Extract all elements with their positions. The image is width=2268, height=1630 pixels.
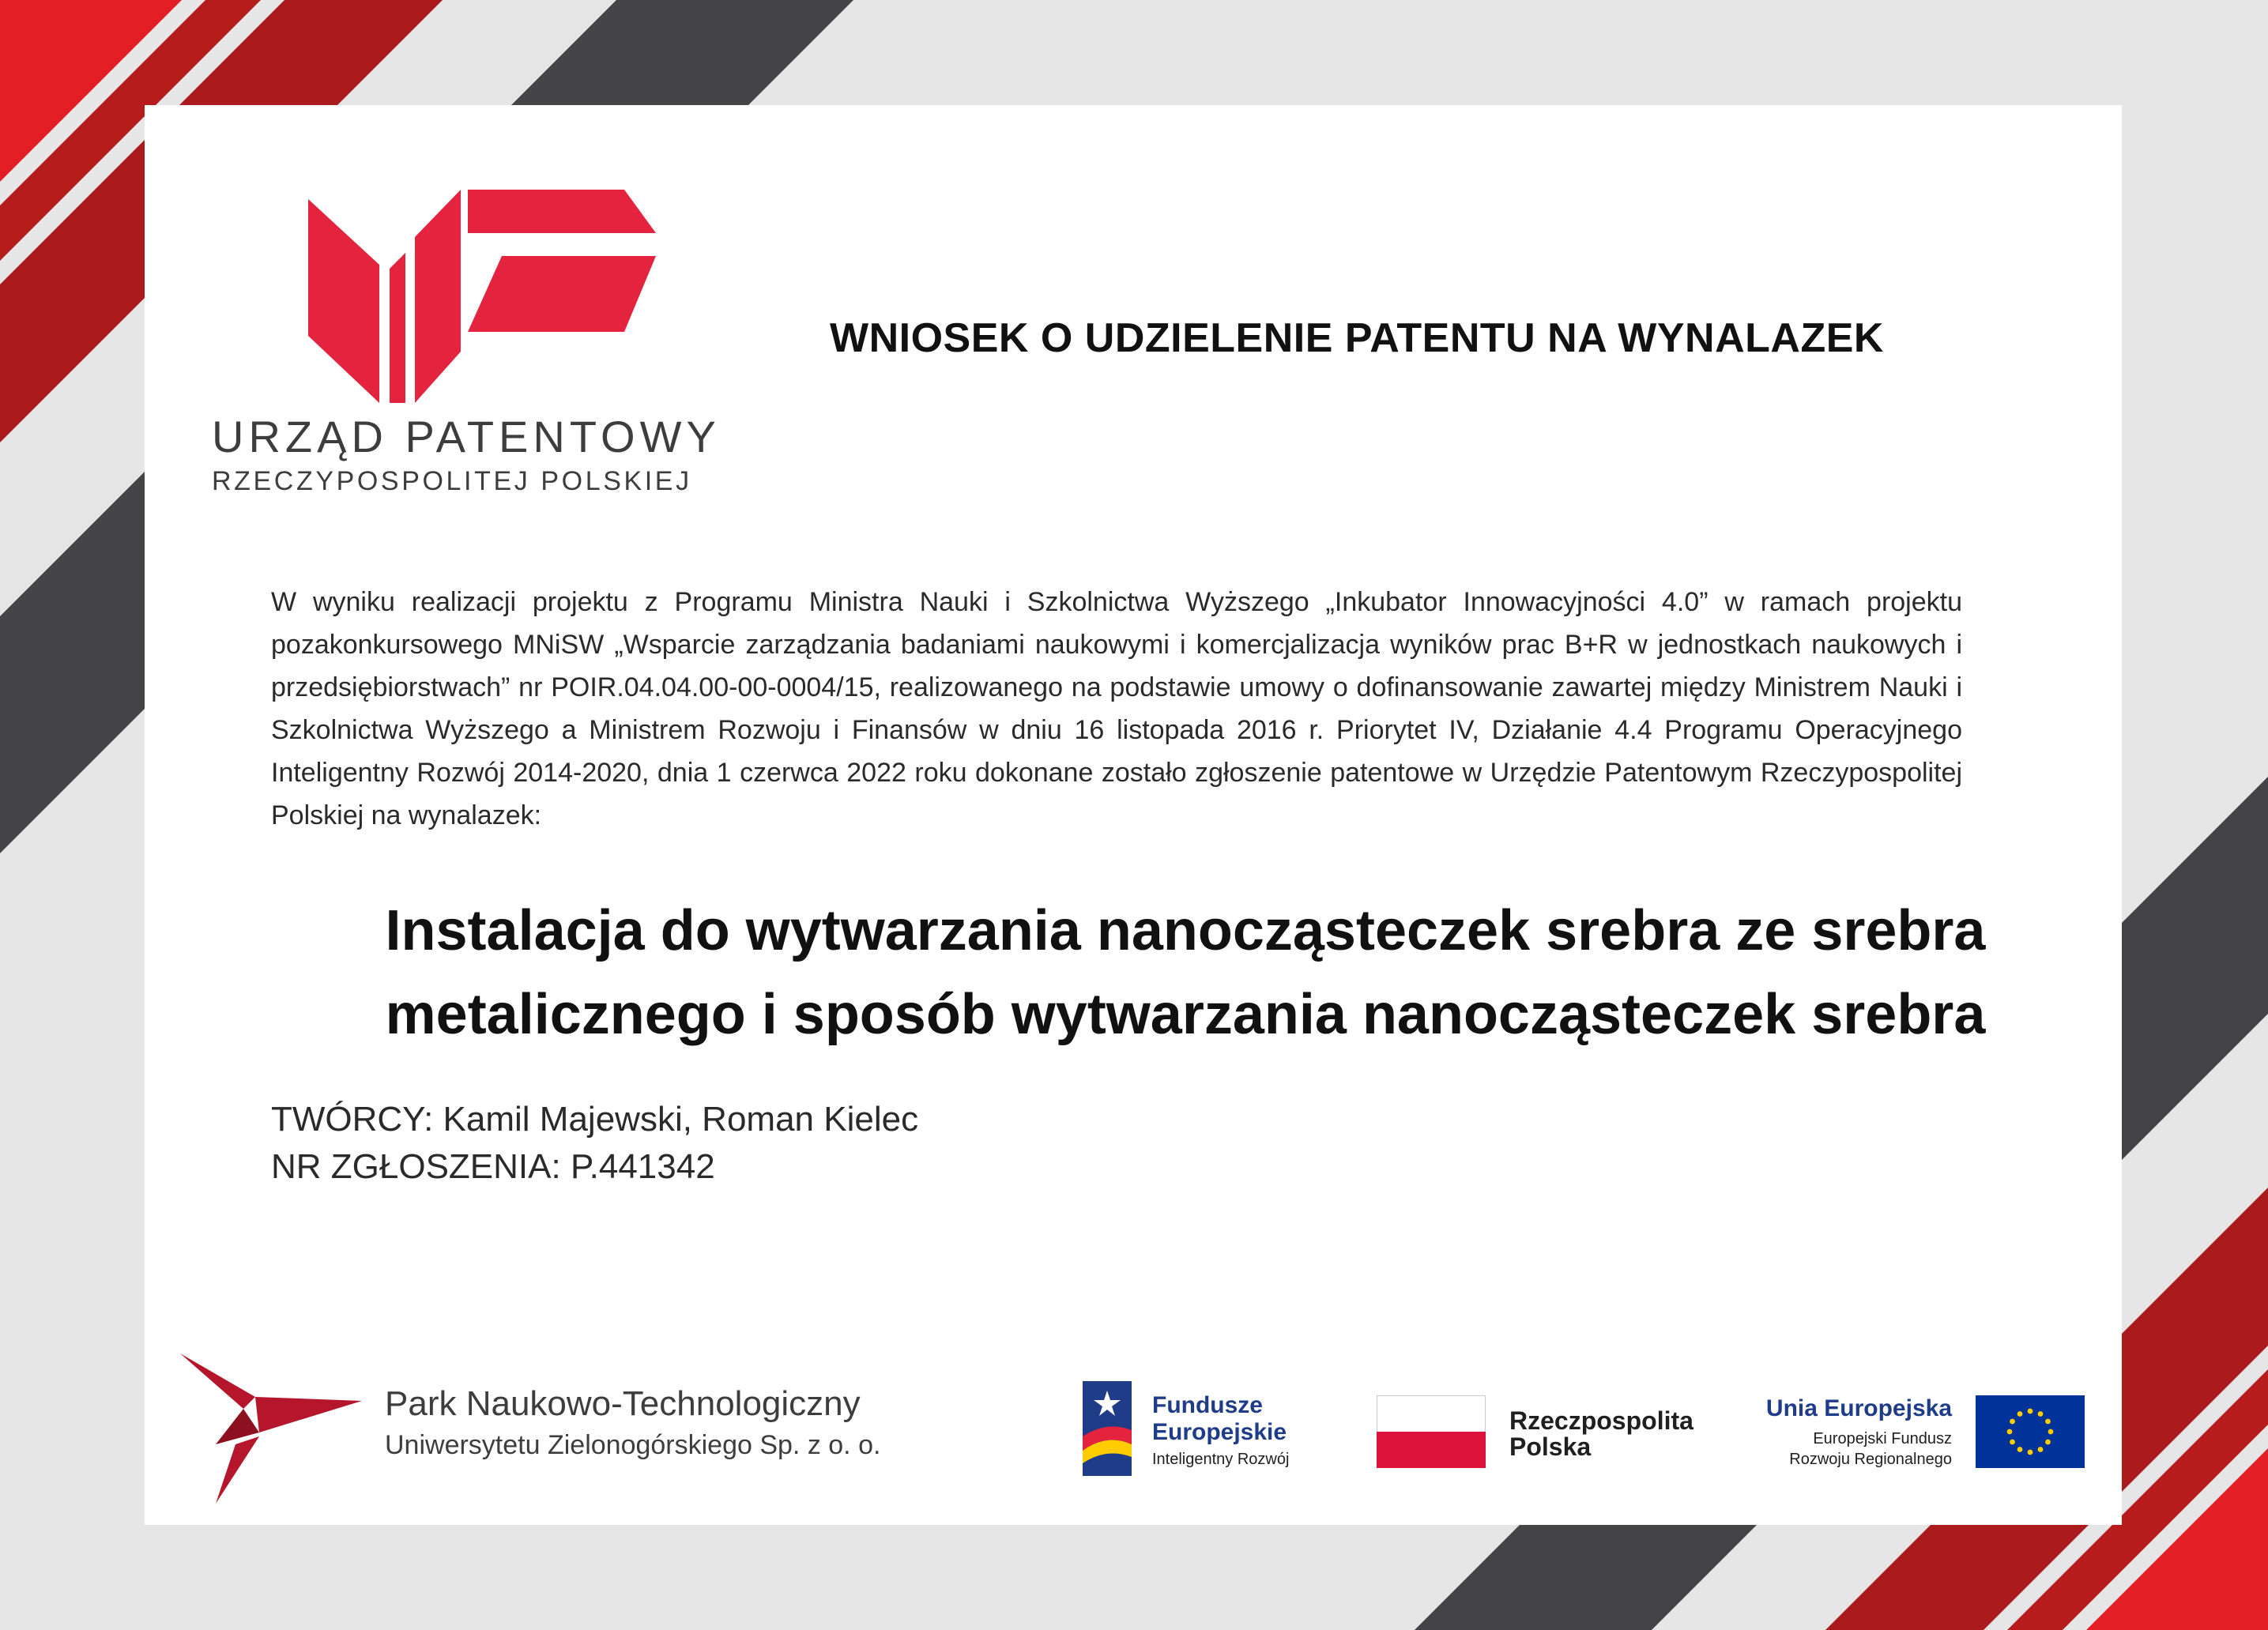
rp-name-line2: Polska bbox=[1509, 1432, 1592, 1461]
ue-name-line2: Europejski Fundusz bbox=[1813, 1430, 1952, 1447]
document-title: WNIOSEK O UDZIELENIE PATENTU NA WYNALAZEK bbox=[830, 315, 1884, 361]
uprp-logo-icon bbox=[308, 190, 664, 403]
invention-title-line2: metalicznego i sposób wytwarzania nanocząsteczek srebra bbox=[385, 983, 1986, 1046]
invention-title bbox=[198, 889, 2173, 1056]
invention-title-line1: Instalacja do wytwarzania nanocząsteczek srebra ze srebra bbox=[385, 899, 1986, 962]
fe-name-line3: Inteligentny Rozwój bbox=[1152, 1451, 1290, 1468]
creators-line: TWÓRCY: Kamil Majewski, Roman Kielec bbox=[271, 1100, 919, 1139]
park-logo-icon bbox=[180, 1353, 362, 1504]
ue-name-line3: Rozwoju Regionalnego bbox=[1789, 1451, 1952, 1468]
eu-flag-icon bbox=[1976, 1395, 2085, 1468]
uprp-name-line2: RZECZYPOSPOLITEJ POLSKIEJ bbox=[212, 466, 692, 496]
polish-flag-icon bbox=[1377, 1395, 1486, 1468]
park-name-line2: Uniwersytetu Zielonogórskiego Sp. z o. o. bbox=[385, 1430, 881, 1460]
uprp-name-line1: URZĄD PATENTOWY bbox=[212, 412, 721, 461]
application-number: NR ZGŁOSZENIA: P.441342 bbox=[271, 1147, 715, 1186]
fe-name-line2: Europejskie bbox=[1152, 1419, 1287, 1445]
rp-name-line1: Rzeczpospolita bbox=[1509, 1406, 1693, 1435]
ue-name-line1: Unia Europejska bbox=[1765, 1395, 1952, 1421]
park-name-line1: Park Naukowo-Technologiczny bbox=[385, 1384, 861, 1423]
fe-name-line1: Fundusze bbox=[1152, 1392, 1263, 1418]
fundusze-europejskie-icon bbox=[1083, 1381, 1132, 1476]
intro-paragraph: W wyniku realizacji projektu z Programu Ministra Nauki i Szkolnictwa Wyższego „Inkubator Innowacyjności 4.0” w ramach projektu pozakonkursowego MNiSW „Wsparcie zarządzania badaniami naukowymi i komercjalizacja wyników prac B+R w jednostkach naukowych i przedsiębiorstwach” nr POIR.04.04.00-00-0004/15, realizowanego na podstawie umowy o dofinansowanie zawartej między Ministrem Nauki i Szkolnictwa Wyższego a Ministrem Rozwoju i Finansów w dniu 16 listopada 2016 r. Priorytet IV, Działanie 4.4 Programu Operacyjnego Inteligentny Rozwój 2014-2020, dnia 1 czerwca 2022 roku dokonane zostało zgłoszenie patentowe w Urzędzie Patentowym Rzeczypospolitej Polskiej na wynalazek: bbox=[271, 587, 1962, 830]
